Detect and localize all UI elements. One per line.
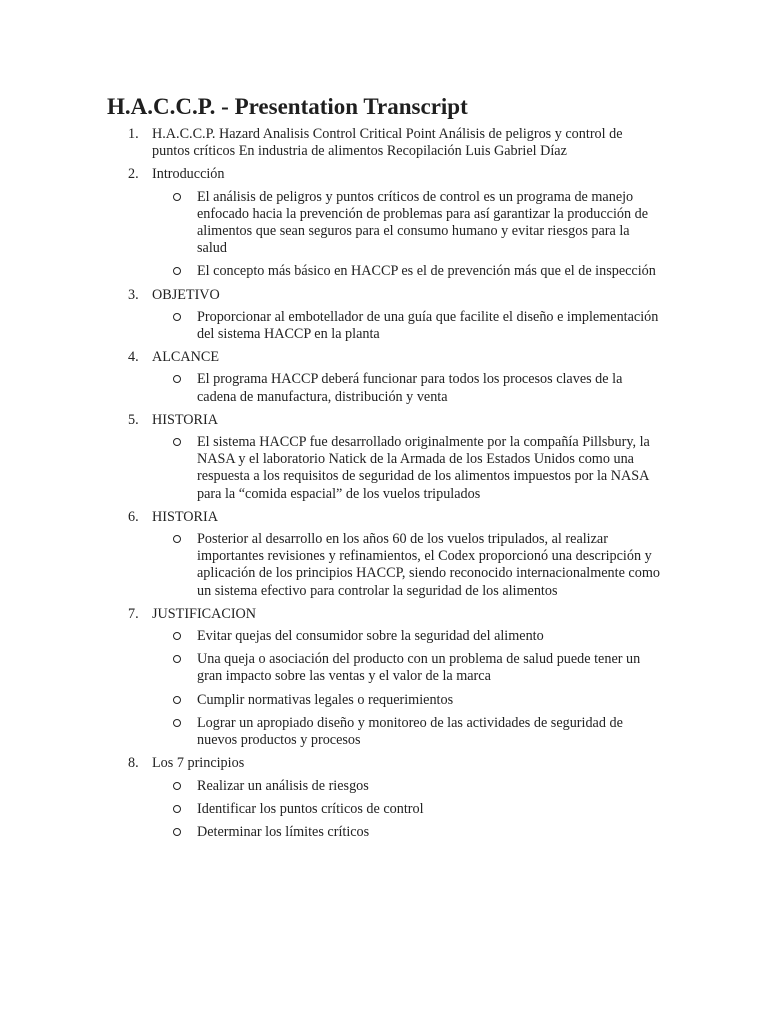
hollow-circle-bullet-icon <box>173 438 181 446</box>
list-item <box>128 349 662 406</box>
hollow-circle-bullet-icon <box>173 632 181 640</box>
hollow-circle-bullet-icon <box>173 782 181 790</box>
sub-list-item <box>197 778 662 795</box>
sub-list-item <box>197 824 662 841</box>
sub-item-text: El análisis de peligros y puntos críticos de control es un programa de manejo enfocado hacia la prevención de problemas para así garantizar la producción de alimentos que sean seguros para el consumo humano y evitar riesgos para la salud <box>197 188 649 257</box>
sub-list-item <box>197 692 662 709</box>
list-item <box>128 755 662 841</box>
sub-list-item <box>197 434 662 503</box>
hollow-circle-bullet-icon <box>173 719 181 727</box>
hollow-circle-bullet-icon <box>173 375 181 383</box>
item-text: HISTORIA <box>152 411 218 428</box>
sub-item-text: Posterior al desarrollo en los años 60 de los vuelos tripulados, al realizar importantes revisiones y refinamientos, el Codex proporcionó una descripción y aplicación de los principios HACCP, siendo reconocido internacionalmente como un sistema efectivo para controlar la seguridad de los alimentos <box>197 531 660 599</box>
item-text: JUSTIFICACION <box>152 605 257 622</box>
item-number: 7. <box>128 605 139 622</box>
sub-list <box>152 189 662 281</box>
item-text: Los 7 principios <box>152 755 245 772</box>
sub-item-text: Realizar un análisis de riesgos <box>197 777 369 794</box>
sub-list <box>152 371 662 405</box>
list-item <box>128 508 662 600</box>
hollow-circle-bullet-icon <box>173 655 181 663</box>
list-item <box>128 411 662 503</box>
sub-list-item <box>197 263 662 280</box>
sub-list-item <box>197 651 662 685</box>
sub-list-item <box>197 371 662 405</box>
item-number: 6. <box>128 508 139 525</box>
sub-item-text: Evitar quejas del consumidor sobre la seguridad del alimento <box>197 628 544 645</box>
item-number: 8. <box>128 755 139 772</box>
sub-item-text: El concepto más básico en HACCP es el de prevención más que el de inspección <box>197 263 656 280</box>
item-text: HISTORIA <box>152 508 218 525</box>
item-number: 4. <box>128 349 139 366</box>
hollow-circle-bullet-icon <box>173 696 181 704</box>
sub-list <box>152 778 662 842</box>
item-number: 3. <box>128 286 139 303</box>
list-item <box>128 605 662 749</box>
sub-list-item <box>197 309 662 343</box>
transcript-list <box>128 126 662 847</box>
item-number: 2. <box>128 166 139 183</box>
sub-item-text: Proporcionar al embotellador de una guía que facilite el diseño e implementación del sistema HACCP en la planta <box>197 308 659 343</box>
sub-list <box>152 309 662 343</box>
hollow-circle-bullet-icon <box>173 828 181 836</box>
sub-list <box>152 628 662 749</box>
hollow-circle-bullet-icon <box>173 805 181 813</box>
sub-item-text: Identificar los puntos críticos de control <box>197 800 424 817</box>
sub-list <box>152 434 662 503</box>
item-number: 1. <box>128 126 139 142</box>
hollow-circle-bullet-icon <box>173 313 181 321</box>
page-title: H.A.C.C.P. - Presentation Transcript <box>107 94 468 119</box>
hollow-circle-bullet-icon <box>173 267 181 275</box>
sub-list <box>152 531 662 600</box>
hollow-circle-bullet-icon <box>173 193 181 201</box>
sub-item-text: Una queja o asociación del producto con un problema de salud puede tener un gran impacto sobre las ventas y el valor de la marca <box>197 651 641 685</box>
sub-item-text: Cumplir normativas legales o requerimientos <box>197 691 454 708</box>
sub-list-item <box>197 715 662 749</box>
sub-item-text: Lograr un apropiado diseño y monitoreo de las actividades de seguridad de nuevos productos y procesos <box>197 714 623 749</box>
sub-list-item <box>197 801 662 818</box>
sub-list-item <box>197 189 662 258</box>
item-text: Introducción <box>152 166 225 183</box>
sub-item-text: El sistema HACCP fue desarrollado originalmente por la compañía Pillsbury, la NASA y el laboratorio Natick de la Armada de los Estados Unidos como una respuesta a los requisitos de seguridad de los alimentos impuestos por la NASA para la “comida espacial” de los vuelos tripulados <box>197 434 650 502</box>
sub-list-item <box>197 531 662 600</box>
item-text: OBJETIVO <box>152 286 220 303</box>
sub-item-text: Determinar los límites críticos <box>197 823 370 840</box>
item-number: 5. <box>128 411 139 428</box>
list-item <box>128 126 662 160</box>
sub-item-text: El programa HACCP deberá funcionar para todos los procesos claves de la cadena de manufactura, distribución y venta <box>197 371 623 405</box>
list-item <box>128 286 662 344</box>
item-text: H.A.C.C.P. Hazard Analisis Control Critical Point Análisis de peligros y control de puntos críticos En industria de alimentos Recopilación Luis Gabriel Díaz <box>152 126 623 160</box>
list-item <box>128 166 662 280</box>
hollow-circle-bullet-icon <box>173 535 181 543</box>
sub-list-item <box>197 628 662 645</box>
item-text: ALCANCE <box>152 349 219 366</box>
